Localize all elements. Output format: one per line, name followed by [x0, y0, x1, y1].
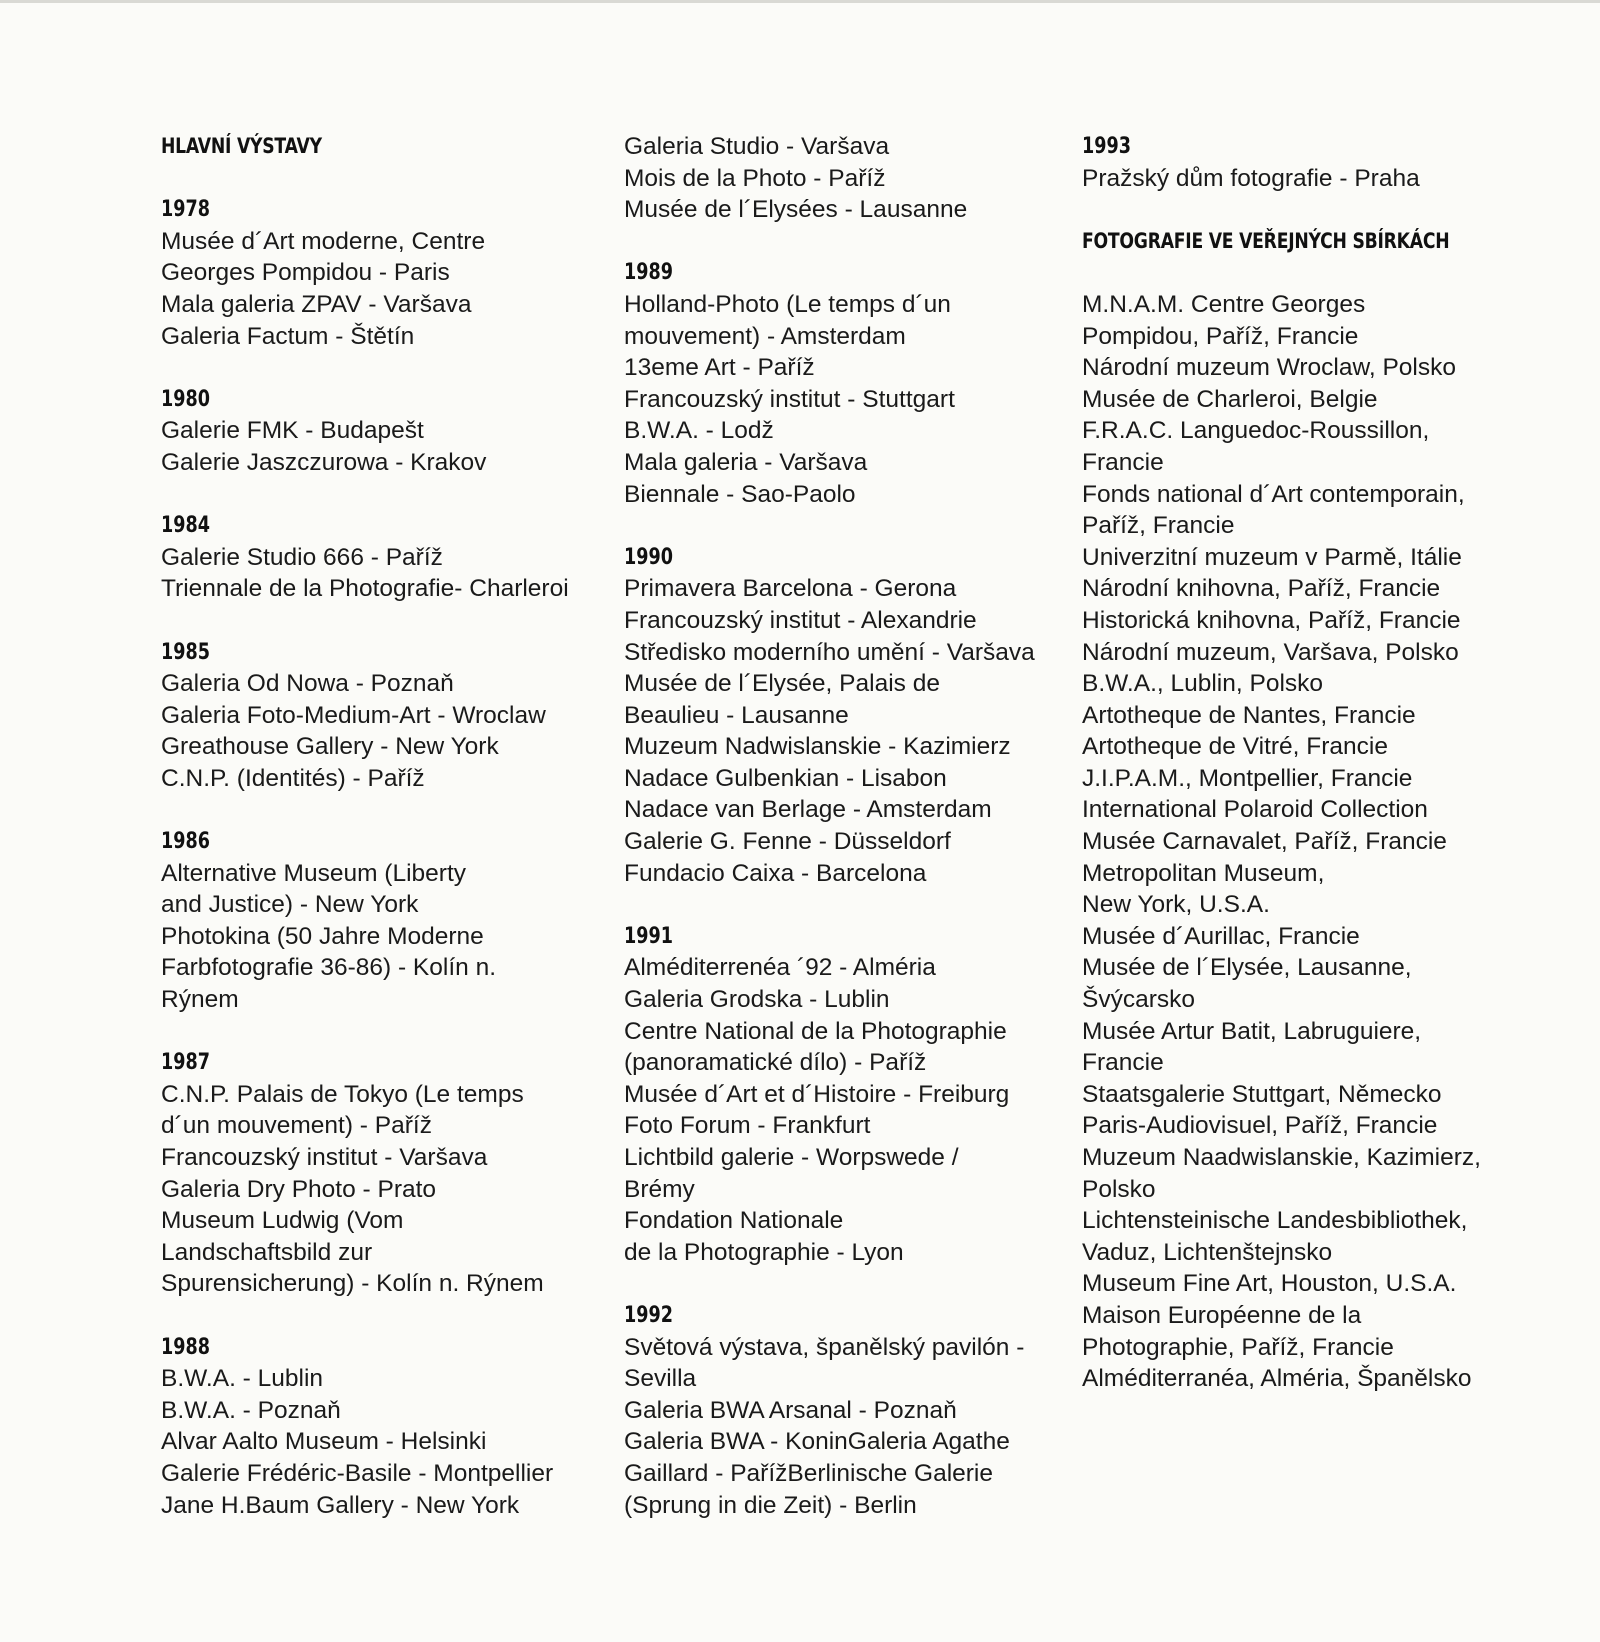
collection-entry: M.N.A.M. Centre Georges	[1082, 290, 1366, 318]
collection-entry: Národní muzeum Wroclaw, Polsko	[1082, 354, 1456, 382]
exhibition-year-block	[161, 194, 601, 352]
exhibition-entry: Galeria Grodska - Lublin	[624, 986, 890, 1014]
column-2	[624, 131, 1064, 1553]
exhibition-entry: Francouzský institut - Alexandrie	[624, 606, 977, 634]
collection-entry: B.W.A., Lublin, Polsko	[1082, 670, 1324, 698]
collection-entry: International Polaroid Collection	[1082, 796, 1428, 824]
exhibition-entry: Galeria Dry Photo - Prato	[161, 1175, 437, 1203]
exhibition-entry: Alternative Museum (Liberty	[161, 859, 467, 887]
exhibition-entry: Muzeum Nadwislanskie - Kazimierz	[624, 733, 1011, 761]
exhibition-entry: Musée de l´Elysées - Lausanne	[624, 196, 968, 224]
exhibition-entry: Musée d´Art moderne, Centre	[161, 227, 486, 255]
collection-entry: Metropolitan Museum,	[1082, 859, 1325, 887]
exhibition-entry: Středisko moderního umění - Varšava	[624, 638, 1035, 666]
exhibition-entry: Alvar Aalto Museum - Helsinki	[161, 1428, 487, 1456]
exhibition-entry: Mala galeria ZPAV - Varšava	[161, 290, 472, 318]
exhibition-year-block	[161, 1332, 601, 1522]
exhibition-entry: Galerie Jaszczurowa - Krakov	[161, 448, 487, 476]
exhibition-year-block	[624, 921, 1064, 1269]
exhibition-entry: de la Photographie - Lyon	[624, 1238, 904, 1266]
exhibition-entry: Galeria Factum - Štětín	[161, 322, 415, 350]
collection-entry: Paris-Audiovisuel, Paříž, Francie	[1082, 1112, 1438, 1140]
exhibition-entry: Galerie Studio 666 - Paříž	[161, 543, 443, 571]
collection-entry: Univerzitní muzeum v Parmě, Itálie	[1082, 543, 1462, 571]
collection-entry: Photographie, Paříž, Francie	[1082, 1333, 1394, 1361]
collection-entry: Polsko	[1082, 1175, 1156, 1203]
collection-entry: Museum Fine Art, Houston, U.S.A.	[1082, 1270, 1457, 1298]
exhibition-year-block	[161, 510, 601, 605]
exhibition-entry: (Sprung in die Zeit) - Berlin	[624, 1491, 917, 1519]
public-collections-heading: FOTOGRAFIE VE VEŘEJNÝCH SBÍRKÁCH	[1082, 228, 1450, 253]
exhibition-year-block	[161, 1047, 601, 1300]
collection-entry: Švýcarsko	[1082, 986, 1196, 1014]
exhibition-entry: 13eme Art - Paříž	[624, 354, 815, 382]
collection-entry: Francie	[1082, 1049, 1164, 1077]
exhibition-year-block	[161, 637, 601, 795]
exhibition-entry: Georges Pompidou - Paris	[161, 259, 450, 287]
collection-entry: Historická knihovna, Paříž, Francie	[1082, 606, 1461, 634]
exhibition-entry: Musée d´Art et d´Histoire - Freiburg	[624, 1080, 1010, 1108]
exhibition-entry: Lichtbild galerie - Worpswede /	[624, 1144, 959, 1171]
exhibition-entry: d´un mouvement) - Paříž	[161, 1112, 432, 1140]
exhibition-year-block	[624, 257, 1064, 510]
exhibition-entry: Alméditerrenéa ´92 - Alméria	[624, 954, 936, 982]
exhibition-entry: Centre National de la Photographie	[624, 1017, 1007, 1045]
exhibition-entry: Primavera Barcelona - Gerona	[624, 575, 957, 603]
exhibition-year-block	[161, 826, 601, 1016]
exhibition-entry: Galerie G. Fenne - Düsseldorf	[624, 828, 951, 856]
collection-entry: Musée Carnavalet, Paříž, Francie	[1082, 828, 1447, 856]
collection-entry: Francie	[1082, 448, 1164, 476]
year-heading: 1993	[1082, 134, 1131, 159]
year-heading: 1991	[624, 923, 673, 949]
year-heading: 1980	[161, 386, 210, 412]
collection-entry: New York, U.S.A.	[1082, 891, 1270, 919]
exhibition-year-block	[161, 384, 601, 479]
exhibition-entry: Rýnem	[161, 986, 239, 1014]
exhibition-entry: Greathouse Gallery - New York	[161, 733, 499, 761]
exhibition-entry: Mala galeria - Varšava	[624, 448, 868, 476]
exhibition-entry: Sevilla	[624, 1365, 697, 1393]
exhibition-entry: B.W.A. - Lodž	[624, 417, 774, 445]
exhibition-entry: Gaillard - PařížBerlinische Galerie	[624, 1459, 993, 1487]
collection-entry: Lichtensteinische Landesbibliothek,	[1082, 1207, 1468, 1235]
exhibition-entry: Farbfotografie 36-86) - Kolín n.	[161, 954, 497, 982]
exhibition-entry: Musée de l´Elysée, Palais de	[624, 670, 940, 698]
exhibition-entry: Francouzský institut - Varšava	[161, 1144, 488, 1171]
exhibition-entry: Nadace van Berlage - Amsterdam	[624, 796, 992, 824]
main-exhibitions-heading: HLAVNÍ VÝSTAVY	[161, 134, 322, 158]
collection-entry: Artotheque de Vitré, Francie	[1082, 733, 1388, 761]
exhibition-entry: Galerie FMK - Budapešt	[161, 417, 424, 445]
exhibition-entry: Nadace Gulbenkian - Lisabon	[624, 764, 947, 792]
exhibition-entry: (panoramatické dílo) - Paříž	[624, 1049, 927, 1077]
exhibition-entry: Beaulieu - Lausanne	[624, 701, 849, 729]
exhibition-entry: Biennale - Sao-Paolo	[624, 480, 856, 508]
exhibition-years-col2	[624, 257, 1064, 1521]
collection-entry: Vaduz, Lichtenštejnsko	[1082, 1238, 1333, 1266]
collection-entry: Musée d´Aurillac, Francie	[1082, 922, 1360, 950]
collection-entry: Alméditerranéa, Alméria, Španělsko	[1082, 1365, 1472, 1393]
exhibition-entry: Foto Forum - Frankfurt	[624, 1112, 871, 1140]
exhibition-entry: Galeria BWA Arsanal - Poznaň	[624, 1396, 957, 1424]
year-heading: 1988	[161, 1334, 210, 1360]
year-heading: 1978	[161, 197, 210, 223]
collection-entry: Musée de Charleroi, Belgie	[1082, 385, 1378, 413]
year-heading: 1992	[624, 1302, 673, 1328]
exhibition-entry: C.N.P. Palais de Tokyo (Le temps	[161, 1080, 524, 1108]
exhibition-entry: Galeria Foto-Medium-Art - Wroclaw	[161, 701, 546, 729]
exhibition-years-col1	[161, 194, 601, 1521]
collection-entry: J.I.P.A.M., Montpellier, Francie	[1082, 764, 1413, 792]
exhibition-entry: Museum Ludwig (Vom	[161, 1207, 404, 1235]
exhibition-year-block	[624, 542, 1064, 890]
exhibition-entry: Photokina (50 Jahre Moderne	[161, 922, 484, 950]
exhibition-year-block	[624, 1300, 1064, 1521]
collection-entry: Národní knihovna, Paříž, Francie	[1082, 575, 1441, 603]
exhibition-year-block	[1082, 131, 1522, 194]
exhibition-entry: Pražský dům fotografie - Praha	[1082, 164, 1420, 192]
year-heading: 1989	[624, 260, 673, 286]
exhibition-entry: B.W.A. - Poznaň	[161, 1396, 341, 1424]
collection-entry: Národní muzeum, Varšava, Polsko	[1082, 638, 1459, 666]
exhibition-entry: mouvement) - Amsterdam	[624, 322, 906, 350]
column-1	[161, 131, 601, 1553]
collection-entry: Pompidou, Paříž, Francie	[1082, 322, 1359, 350]
exhibition-entry: Holland-Photo (Le temps d´un	[624, 290, 951, 318]
year-heading: 1987	[161, 1050, 210, 1076]
exhibition-continued-list	[624, 131, 1064, 226]
exhibition-entry: Světová výstava, španělský pavilón -	[624, 1333, 1025, 1361]
exhibition-entry: Francouzský institut - Stuttgart	[624, 385, 955, 413]
collection-entry: Fonds national d´Art contemporain,	[1082, 480, 1465, 508]
year-heading: 1985	[161, 639, 210, 665]
exhibition-entry: Galerie Frédéric-Basile - Montpellier	[161, 1459, 554, 1487]
exhibition-entry: C.N.P. (Identités) - Paříž	[161, 764, 425, 792]
collection-entry: Muzeum Naadwislanskie, Kazimierz,	[1082, 1144, 1481, 1171]
exhibition-entry: Fondation Nationale	[624, 1207, 844, 1235]
collection-entry: F.R.A.C. Languedoc-Roussillon,	[1082, 417, 1430, 445]
exhibition-entry: Spurensicherung) - Kolín n. Rýnem	[161, 1270, 544, 1298]
exhibition-entry: Mois de la Photo - Paříž	[624, 164, 886, 192]
exhibition-entry: Jane H.Baum Gallery - New York	[161, 1491, 520, 1519]
collection-entry: Musée de l´Elysée, Lausanne,	[1082, 954, 1412, 982]
exhibition-entry: and Justice) - New York	[161, 891, 419, 919]
exhibition-entry: Brémy	[624, 1175, 695, 1203]
year-heading: 1984	[161, 513, 210, 539]
exhibition-entry: B.W.A. - Lublin	[161, 1365, 324, 1393]
public-collections-list	[1082, 289, 1522, 1395]
exhibition-entry: Galeria Studio - Varšava	[624, 133, 890, 160]
exhibition-entry: Fundacio Caixa - Barcelona	[624, 859, 927, 887]
column-3	[1082, 131, 1522, 1395]
exhibition-entry: Landschaftsbild zur	[161, 1238, 373, 1266]
collection-entry: Artotheque de Nantes, Francie	[1082, 701, 1416, 729]
year-heading: 1986	[161, 829, 210, 855]
collection-entry: Staatsgalerie Stuttgart, Německo	[1082, 1080, 1442, 1108]
collection-entry: Maison Européenne de la	[1082, 1301, 1362, 1329]
exhibition-entry: Triennale de la Photografie- Charleroi	[161, 575, 569, 603]
collection-entry: Paříž, Francie	[1082, 512, 1235, 540]
exhibition-years-col3	[1082, 131, 1522, 194]
exhibition-entry: Galeria Od Nowa - Poznaň	[161, 670, 454, 698]
year-heading: 1990	[624, 544, 673, 570]
collection-entry: Musée Artur Batit, Labruguiere,	[1082, 1017, 1422, 1045]
exhibition-entry: Galeria BWA - KoninGaleria Agathe	[624, 1428, 1010, 1456]
